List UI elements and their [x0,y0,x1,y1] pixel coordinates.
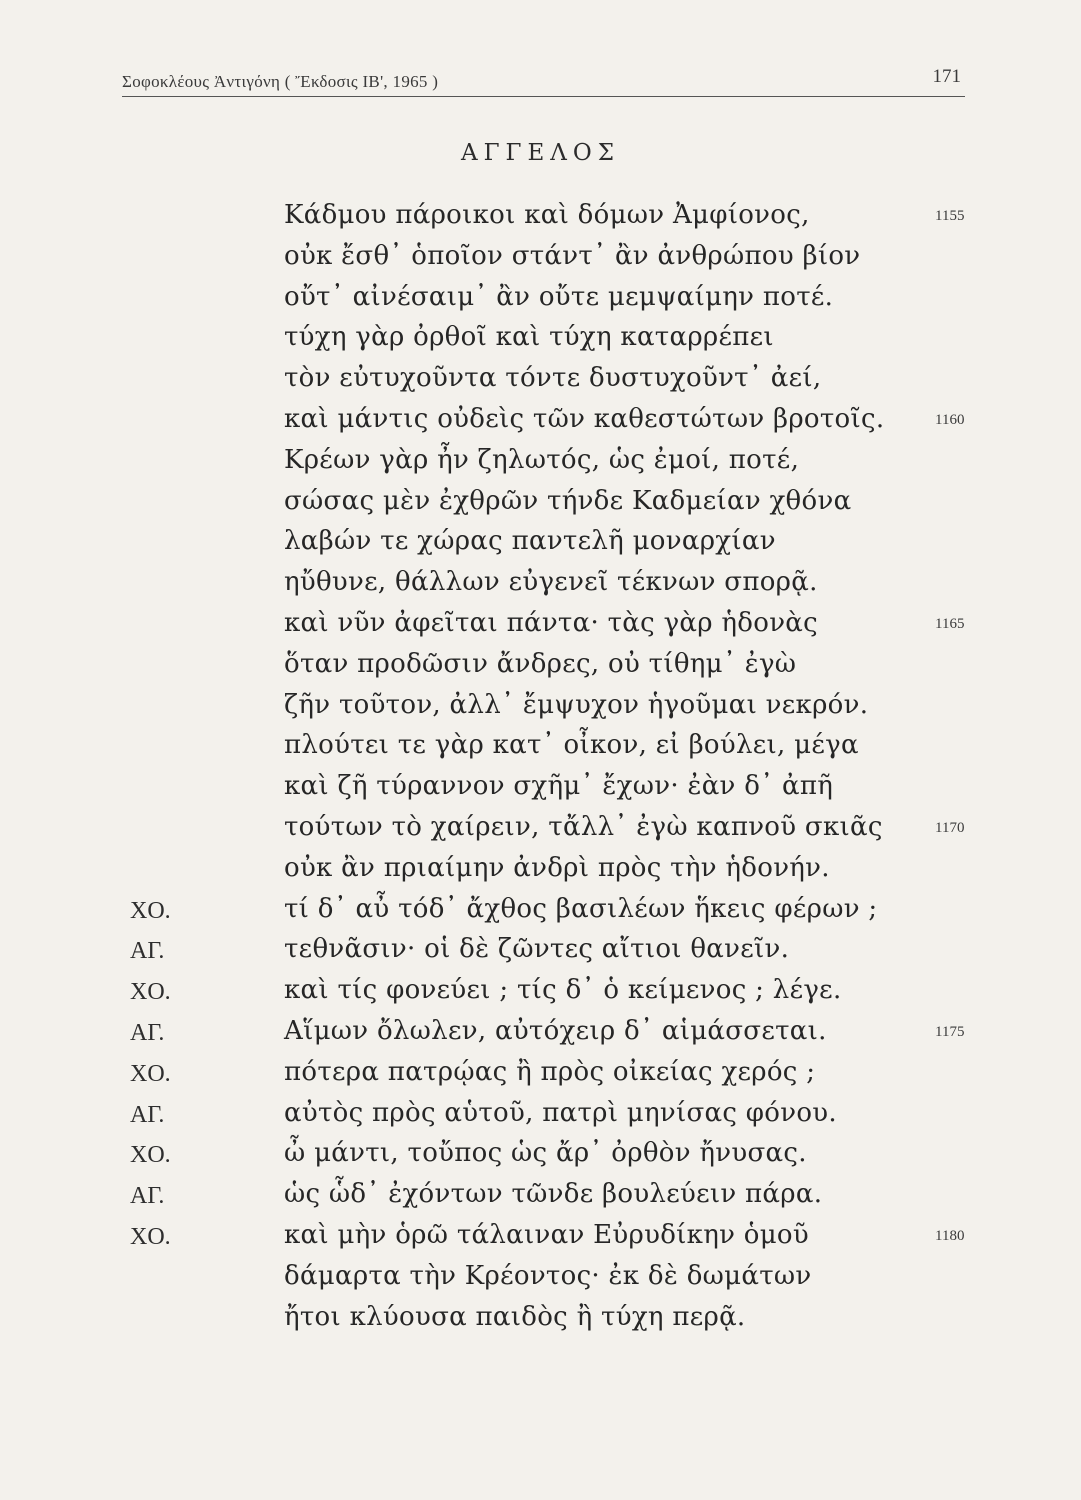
verse-line [0,853,1081,893]
speaker-label: ΧΟ. [130,1142,171,1169]
speaker-label: ΑΓ. [130,1020,165,1046]
verse-text: ὡς ὧδ᾽ ἐχόντων τῶνδε βουλεύειν πάρα. [284,1179,823,1210]
speaker-label: ΧΟ. [130,1224,171,1250]
verse-text: τύχη γὰρ ὀρθοῖ καὶ τύχη καταρρέπει [284,322,774,353]
verse-line [0,690,1081,730]
verse-text: λαβών τε χώρας παντελῆ μοναρχίαν [284,526,776,557]
verse-text: πότερα πατρῴας ἢ πρὸς οἰκείας χερός ; [284,1056,816,1087]
verse-line [0,1016,1081,1056]
verse-text: τούτων τὸ χαίρειν, τἄλλ᾽ ἐγὼ καπνοῦ σκιᾶς [284,812,883,842]
verse-line [0,486,1081,526]
verse-line [0,730,1081,770]
verse-text: ὦ μάντι, τοὔπος ὡς ἄρ᾽ ὀρθὸν ἤνυσας. [284,1138,807,1169]
verse-text: ὅταν προδῶσιν ἄνδρες, οὐ τίθημ᾽ ἐγὼ [284,648,797,679]
verse-text: οὐκ ἔσθ᾽ ὁποῖον στάντ᾽ ἂν ἀνθρώπου βίον [284,240,861,271]
running-title: Σοφοκλέους Ἀντιγόνη ( Ἔκδοσις ΙΒ', 1965 ) [122,72,439,91]
verse-text: οὔτ᾽ αἰνέσαιμ᾽ ἂν οὔτε μεμψαίμην ποτέ. [284,281,834,312]
verse-text: οὐκ ἂν πριαίμην ἀνδρὶ πρὸς τὴν ἡδονήν. [284,852,830,883]
verse-line [0,526,1081,566]
verse-line [0,1220,1081,1260]
verse-line [0,649,1081,689]
verse-line [0,1179,1081,1219]
verse-text: Αἵμων ὄλωλεν, αὐτόχειρ δ᾽ αἱμάσσεται. [284,1016,827,1046]
verse-line [0,608,1081,648]
verse-text: ζῆν τοῦτον, ἀλλ᾽ ἔμψυχον ἡγοῦμαι νεκρόν. [284,689,869,720]
speaker-label: ΧΟ. [130,897,171,924]
verse-text: τεθνᾶσιν· οἱ δὲ ζῶντες αἴτιοι θανεῖν. [284,934,790,965]
verse-line [0,363,1081,403]
speaker-label: ΑΓ. [130,938,165,965]
running-head [122,66,965,96]
verse-line [0,567,1081,607]
speaker-label: ΑΓ. [130,1183,165,1210]
verse-line [0,282,1081,322]
line-number: 1165 [935,616,965,632]
verse-line [0,771,1081,811]
header-rule [122,96,965,97]
speaker-heading: ΑΓΓΕΛΟΣ [460,140,621,166]
verse-line [0,975,1081,1015]
verse-line [0,1098,1081,1138]
verse-text: καὶ τίς φονεύει ; τίς δ᾽ ὁ κείμενος ; λέγε. [284,975,842,1006]
verse-text: Κρέων γὰρ ἦν ζηλωτός, ὡς ἐμοί, ποτέ, [284,444,800,475]
verse-line [0,404,1081,444]
verse-line [0,241,1081,281]
verse-text: καὶ μὴν ὁρῶ τάλαιναν Εὐρυδίκην ὁμοῦ [284,1220,809,1250]
verse-line [0,1302,1081,1342]
line-number: 1160 [935,412,965,428]
verse-line [0,894,1081,934]
speaker-label: ΑΓ. [130,1101,165,1128]
verse-line [0,445,1081,485]
verse-text: αὐτὸς πρὸς αὑτοῦ, πατρὶ μηνίσας φόνου. [284,1097,837,1128]
line-number: 1155 [935,208,965,224]
verse-text: δάμαρτα τὴν Κρέοντος· ἐκ δὲ δωμάτων [284,1260,812,1291]
verse-text: καὶ νῦν ἀφεῖται πάντα· τὰς γὰρ ἡδονὰς [284,608,819,638]
verse-line [0,1261,1081,1301]
verse-line [0,812,1081,852]
verse-text: τί δ᾽ αὖ τόδ᾽ ἄχθος βασιλέων ἥκεις φέρων ; [284,893,878,924]
verse-text: σώσας μὲν ἐχθρῶν τήνδε Καδμείαν χθόνα [284,485,852,516]
verse-text: καὶ μάντις οὐδεὶς τῶν καθεστώτων βροτοῖς. [284,404,885,434]
verse-line [0,934,1081,974]
verse-text: ηὔθυνε, θάλλων εὐγενεῖ τέκνων σπορᾷ. [284,567,818,598]
speaker-label: ΧΟ. [130,1060,171,1087]
line-number: 1170 [935,820,965,836]
line-number: 1175 [935,1024,965,1040]
verse-text: πλούτει τε γὰρ κατ᾽ οἶκον, εἰ βούλει, μέγα [284,730,859,761]
verse-line [0,322,1081,362]
verse-line [0,1138,1081,1178]
speaker-label: ΧΟ. [130,979,171,1006]
verse-text: καὶ ζῆ τύραννον σχῆμ᾽ ἔχων· ἐὰν δ᾽ ἀπῆ [284,771,834,802]
verse-text: ἤτοι κλύουσα παιδὸς ἢ τύχη περᾷ. [284,1301,746,1332]
verse-line [0,1057,1081,1097]
page-number: 171 [932,66,961,87]
verse-text: τὸν εὐτυχοῦντα τόντε δυστυχοῦντ᾽ ἀεί, [284,363,822,394]
verse-line [0,200,1081,240]
line-number: 1180 [935,1228,965,1244]
verse-text: Κάδμου πάροικοι καὶ δόμων Ἀμφίονος, [284,200,810,230]
